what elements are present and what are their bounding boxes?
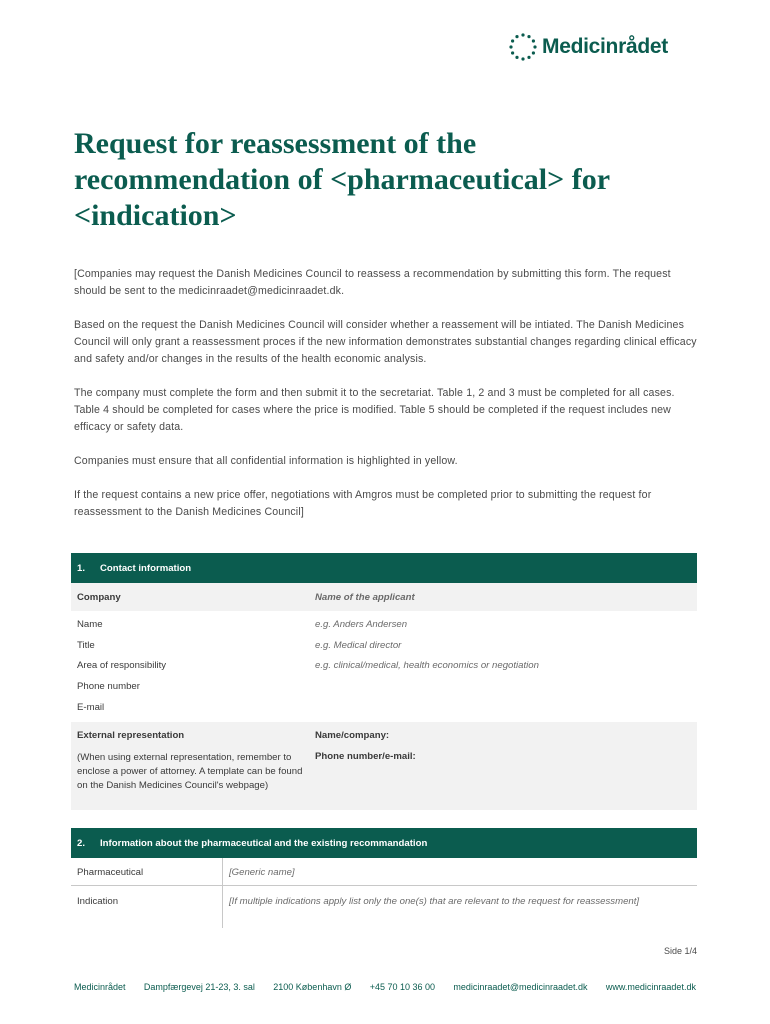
section-title: Contact information (100, 562, 192, 574)
external-note: (When using external representation, remember to enclose a power of attorney. A template can be found on the Danish Medicines Council's webpage) (77, 752, 303, 791)
logo-star-ring-icon (508, 32, 538, 62)
footer-city: 2100 København Ø (273, 982, 352, 992)
page-title: Request for reassessment of the recommendation of <pharmaceutical> for <indication> (74, 127, 610, 232)
field-label: Title (77, 640, 95, 651)
field-value: e.g. Medical director (315, 640, 402, 651)
external-name-label: Name/company: (315, 730, 390, 741)
footer (74, 982, 696, 992)
company-label: Company (77, 592, 121, 603)
footer-org: Medicinrådet (74, 982, 126, 992)
intro-paragraph: The company must complete the form and then submit it to the secretariat. Table 1, 2 and 3 must be completed for all cases. Table 4 should be completed for cases where the price is modified. Table 5 should be completed if the request includes new efficacy or safety data. (74, 387, 675, 433)
intro-paragraph: Based on the request the Danish Medicines Council will consider whether a reassement will be intiated. The Danish Medicines Council will only grant a reassessment proces if the new information demonstrates substantial changes regarding clinical efficacy and safety and/or changes in the results of the health economic analysis. (74, 319, 697, 365)
external-label: External representation (77, 730, 185, 741)
table-row (71, 619, 697, 637)
field-label: Phone number (77, 681, 140, 692)
footer-phone: +45 70 10 36 00 (369, 982, 435, 992)
table-row (71, 887, 697, 915)
footer-web-link[interactable]: www.medicinraadet.dk (605, 982, 696, 992)
row-value: [Generic name] (229, 867, 295, 878)
table-row (71, 702, 697, 720)
row-label: Pharmaceutical (77, 867, 144, 878)
logo (508, 32, 668, 62)
intro-paragraph: [Companies may request the Danish Medicines Council to reassess a recommendation by submitting this form. The request should be sent to the medicinraadet@medicinraadet.dk. (74, 268, 671, 297)
field-label: Name (77, 619, 103, 630)
table-row (71, 660, 697, 678)
company-value: Name of the applicant (315, 592, 415, 603)
footer-email-link[interactable]: medicinraadet@medicinraadet.dk (453, 982, 588, 992)
logo-text: Medicinrådet (542, 35, 668, 58)
section-number: 2. (77, 837, 86, 849)
table-row (71, 640, 697, 658)
section-1-header (71, 553, 697, 583)
field-value: e.g. clinical/medical, health economics or negotiation (315, 660, 539, 671)
row-label: Indication (77, 896, 119, 907)
table-row-company (71, 583, 697, 611)
field-value: e.g. Anders Andersen (315, 619, 408, 630)
table-row (71, 681, 697, 699)
intro-paragraph: Companies must ensure that all confidential information is highlighted in yellow. (74, 455, 458, 467)
external-phone-label: Phone number/e-mail: (315, 751, 416, 762)
field-label: Area of responsibility (77, 660, 167, 671)
section-number: 1. (77, 562, 86, 574)
table-row (71, 858, 697, 886)
page-number: Side 1/4 (663, 946, 697, 956)
section-2-header (71, 828, 697, 858)
intro-text (74, 266, 698, 538)
field-label: E-mail (77, 702, 105, 713)
intro-paragraph: If the request contains a new price offer, negotiations with Amgros must be completed prior to submitting the request for reassessment to the Danish Medicines Council] (74, 489, 652, 518)
footer-address: Dampfærgevej 21-23, 3. sal (143, 982, 255, 992)
table-row-external-representation (71, 722, 697, 810)
row-value: [If multiple indications apply list only the one(s) that are relevant to the request for reassessment] (229, 896, 640, 907)
section-title: Information about the pharmaceutical and the existing recommandation (100, 837, 428, 849)
